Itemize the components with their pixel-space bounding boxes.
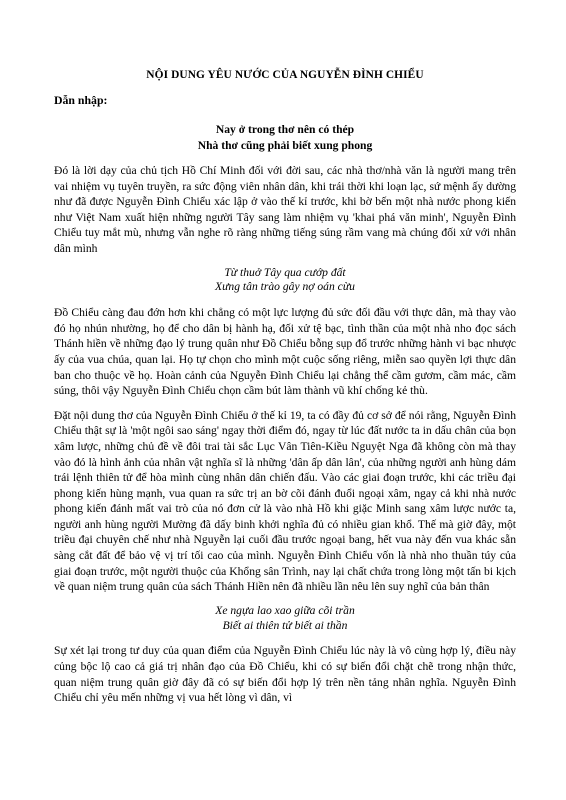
verse-quote xyxy=(54,266,516,296)
epigraph-line: Nhà thơ cũng phải biết xung phong xyxy=(197,138,373,152)
verse-line: Từ thuở Tây qua cướp đất xyxy=(224,265,346,279)
verse-line: Xe ngựa lao xao giữa cõi trần xyxy=(215,603,355,617)
epigraph xyxy=(54,122,516,153)
epigraph-line: Nay ở trong thơ nên có thép xyxy=(215,123,355,137)
body-paragraph: Sự xét lại trong tư duy của quan điểm của Nguyễn Đình Chiểu lúc này là vô cùng hợp lý, điều này củng bộc lộ cao cả giá trị nhân đạo của Đồ Chiểu, khi có sự biến đổi chặt chẽ trong nhận thức, quan niệm trung quân giờ đây đã có sự biến đổi hợp lý trên nền tảng nhân nghĩa. Nguyễn Đình Chiểu chỉ yêu mến những vị vua hết lòng vì dân, vì xyxy=(54,644,516,705)
body-paragraph: Đồ Chiểu càng đau đớn hơn khi chẳng có một lực lượng đủ sức đối đầu với thực dân, mà thay vào đó họ nhún nhường, họ để cho dân bị hành hạ, đối xử tệ bạc, tình thần của một nhà nho đọc sách Thánh hiền về những đạo lý trung quân như Đồ Chiểu bỗng sụp đổ trước những hành vi bạc nhược ấy của vua chúa, quan lại. Họ tự chọn cho mình một cuộc sống riêng, miễn sao quyền lợi thực dân ban cho thuộc về họ. Hoàn cảnh của Nguyễn Đình Chiểu lại chẳng thể cầm gươm, cầm mác, cầm súng, thôi vậy Nguyễn Đình Chiểu chọn cầm bút làm thành vũ khí chống kẻ thù. xyxy=(54,306,516,398)
document-title: NỘI DUNG YÊU NƯỚC CỦA NGUYỄN ĐÌNH CHIỂU xyxy=(146,69,424,81)
intro-label: Dẫn nhập: xyxy=(54,92,108,107)
verse-line: Xưng tân trào gây nợ oán cừu xyxy=(215,280,355,294)
body-paragraph: Đặt nội dung thơ của Nguyễn Đình Chiểu ở thế kỉ 19, ta có đầy đủ cơ sở để nói rằng, Nguyễn Đình Chiểu thật sự là 'một ngôi sao sáng' ngay thời điểm đó, ngay từ lúc đất nước ta in dấu chân của bọn xâm lược, những chủ đề về đôi trai tài sắc Lục Vân Tiên-Kiều Nguyệt Nga đã không còn mà thay vào đó là hình ảnh của nhân vật nghĩa sĩ là những 'dân ấp dân lân', của những người anh hùng dám trái lệnh thiên tử để hòa mình cùng nhân dân chiến đấu. Vào các giai đoạn trước, khi các triều đại phong kiến hùng mạnh, vua quan ra sức trị an bờ cõi đánh đuổi ngoại xâm, ngay cả khi nhà nước phong kiến đánh mất vai trò của nó đơn cử là vào nhà Hồ khi giặc Minh sang xâm lược nước ta, người anh hùng người Mường đã dấy binh khởi nghĩa đủ có nhiều gian khổ. Thế mà giờ đây, một triều đại chuyên chế như nhà Nguyễn lại cuối đầu trước ngoại bang, hết vua này đến vua khác sẵn sàng cắt đất để bảo vệ vị trí tối cao của mình. Nguyễn Đình Chiểu vốn là nhà nho thuần túy của giai đoạn trước, một người thuộc của Khổng sân Trình, nay lại chất chứa trong lòng một tấn bi kịch về quan niệm trung quân của sách Thánh Hiền nên đã nhiều lần nêu lên suy nghĩ của bản thân xyxy=(54,408,516,594)
verse-line: Biết ai thiên tử biết ai thần xyxy=(222,618,348,632)
verse-quote xyxy=(54,604,516,634)
body-paragraph: Đó là lời dạy của chủ tịch Hồ Chí Minh đối với đời sau, các nhà thơ/nhà văn là người mang trên vai nhiệm vụ tuyên truyền, ra sức động viên nhân dân, khi trái thời khi loạn lạc, sứ mệnh ấy dường như đã được Nguyễn Đình Chiểu xác lập ở vào thế kỉ trước, khi bờ bến một nhà nước phong kiến như Việt Nam xuất hiện những người Tây sang làm nhiệm vụ 'khai phá văn minh', Nguyễn Đình Chiểu tuy mắt mù, nhưng vẫn nghe rõ ràng những tiếng súng rầm vang mà chúng đối xử với nhân dân mình xyxy=(54,164,516,255)
